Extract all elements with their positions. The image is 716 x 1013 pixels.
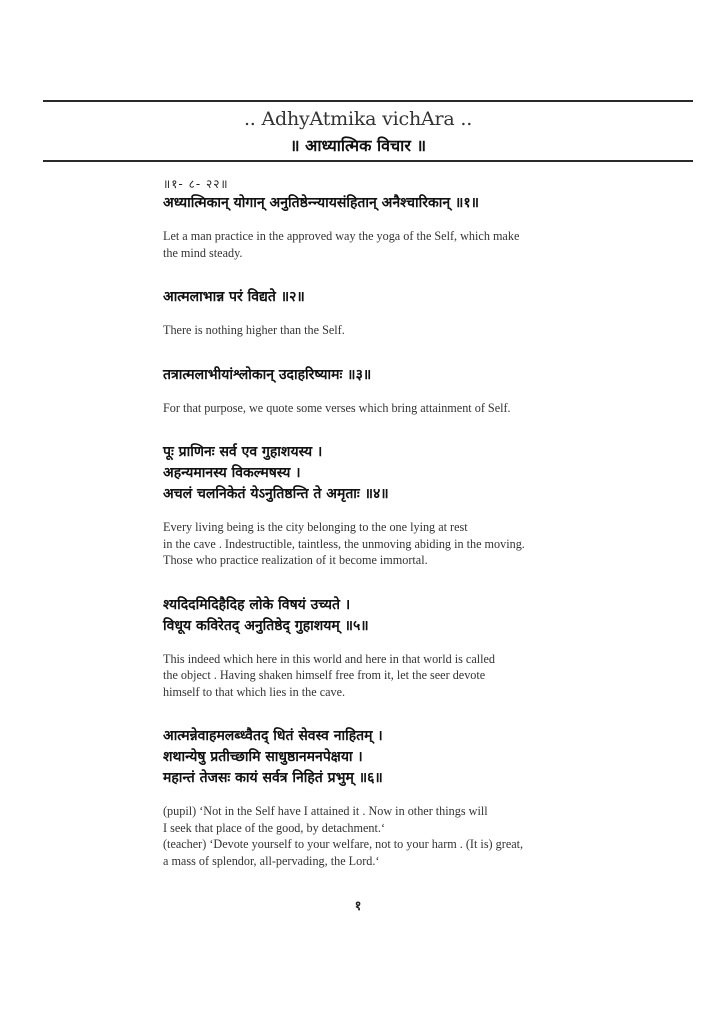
translation-line: a mass of splendor, all-pervading, the Lord.‘ xyxy=(163,853,380,868)
verse-section-2 xyxy=(163,287,603,339)
verse-section-1 xyxy=(163,193,603,261)
translation-line: Every living being is the city belonging to the one lying at rest xyxy=(163,520,468,534)
translation-line: himself to that which lies in the cave. xyxy=(163,684,346,699)
title-devanagari: ॥ आध्यात्मिक विचार ॥ xyxy=(289,136,427,155)
verse-section-6 xyxy=(163,726,603,869)
translation xyxy=(163,322,603,339)
sanskrit-verse-line: श्यदिदमिदिहैदिह लोके विषयं उच्यते । xyxy=(163,596,351,613)
sanskrit-verse-line: आत्मलाभान्न परं विद्यते ॥२॥ xyxy=(163,289,305,305)
header-top-rule xyxy=(43,100,693,102)
header-bottom-rule xyxy=(43,160,693,162)
sanskrit-verse-line: विधूय कविरेतद् अनुतिष्ठेद् गुहाशयम् ॥५॥ xyxy=(163,617,369,634)
translation xyxy=(163,651,603,701)
translation-line: (teacher) ‘Devote yourself to your welfare, not to your harm . (It is) great, xyxy=(163,837,524,851)
title-transliterated: .. AdhyAtmika vichAra .. xyxy=(243,108,473,130)
verse-reference: ॥१- ८- २२॥ xyxy=(163,177,229,191)
sanskrit-verse-line: महान्तं तेजसः कायं सर्वत्र निहितं प्रभुम् ॥६॥ xyxy=(163,770,383,786)
verse-section-5 xyxy=(163,595,603,701)
sanskrit-verse-line: अहन्यमानस्य विकल्मषस्य । xyxy=(163,465,301,481)
sanskrit-verse-line: तत्रात्मलाभीयांश्लोकान् उदाहरिष्यामः ॥३॥ xyxy=(163,366,372,383)
sanskrit-verse-line: अध्यात्मिकान् योगान् अनुतिष्ठेन्न्यायसंहितान् अनैश्चारिकान् ॥१॥ xyxy=(163,195,480,211)
verse-section-4 xyxy=(163,442,603,569)
translation-line: This indeed which here in this world and here in that world is called xyxy=(163,651,496,666)
sanskrit-verse-line: अचलं चलनिकेतं येऽनुतिष्ठन्ति ते अमृताः ॥४॥ xyxy=(163,486,389,502)
translation-line: There is nothing higher than the Self. xyxy=(163,323,345,337)
sanskrit-verse-line: आत्मन्नेवाहमलब्ध्वैतद् धितं सेवस्व नाहितम् । xyxy=(163,728,383,744)
translation xyxy=(163,228,603,261)
sanskrit-verse-line: पूः प्राणिनः सर्व एव गुहाशयस्य । xyxy=(163,444,323,460)
translation-line: the object . Having shaken himself free from it, let the seer devote xyxy=(163,668,486,682)
page-number: १ xyxy=(354,899,362,914)
translation xyxy=(163,400,603,417)
translation-line: Those who practice realization of it become immortal. xyxy=(163,553,428,567)
translation-line: Let a man practice in the approved way the yoga of the Self, which make xyxy=(163,229,520,243)
translation-line: in the cave . Indestructible, taintless, the unmoving abiding in the moving. xyxy=(163,536,525,551)
translation-line: For that purpose, we quote some verses which bring attainment of Self. xyxy=(163,400,511,415)
document-body xyxy=(163,176,603,895)
translation xyxy=(163,519,603,569)
translation-line: (pupil) ‘Not in the Self have I attained it . Now in other things will xyxy=(163,804,488,818)
translation xyxy=(163,803,603,869)
sanskrit-verse-line: शथान्येषु प्रतीच्छामि साधुष्ठानमनपेक्षया । xyxy=(163,749,363,765)
verse-section-3 xyxy=(163,365,603,417)
translation-line: I seek that place of the good, by detachment.‘ xyxy=(163,820,385,835)
translation-line: the mind steady. xyxy=(163,245,243,260)
